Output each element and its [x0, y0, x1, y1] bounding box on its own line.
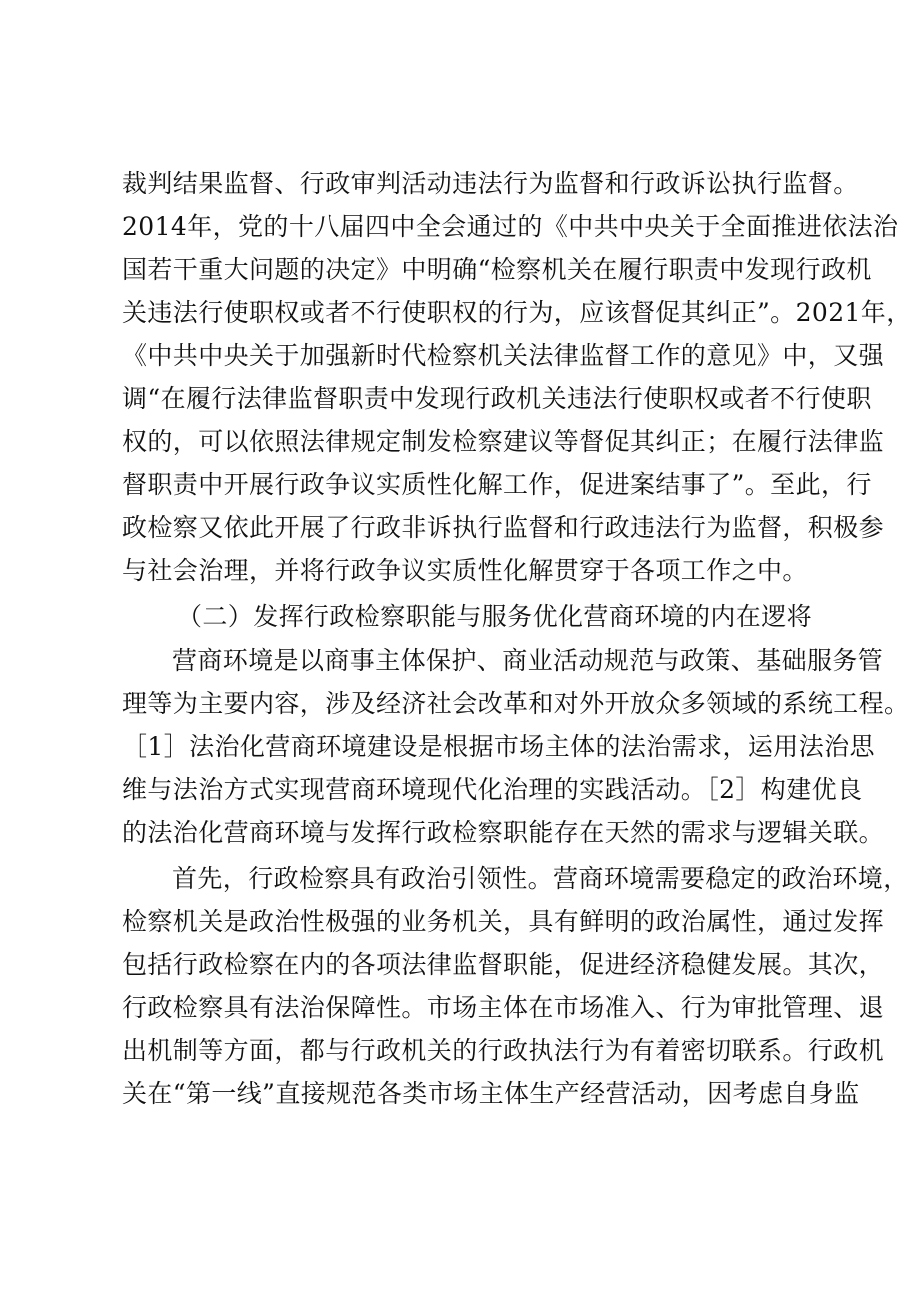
paragraph-3-line: 检察机关是政治性极强的业务机关，具有鲜明的政治属性，通过发挥 [122, 907, 885, 936]
paragraph-3-line: 包括行政检察在内的各项法律监督职能，促进经济稳健发展。其次， [122, 950, 885, 979]
paragraph-1-line: 《中共中央关于加强新时代检察机关法律监督工作的意见》中，又强 [122, 341, 885, 370]
paragraph-1-line: 督职责中开展行政争议实质性化解工作，促进案结事了”。至此，行 [122, 470, 872, 499]
paragraph-3-line: 出机制等方面，都与行政机关的行政执法行为有着密切联系。行政机 [122, 1036, 885, 1065]
paragraph-2-line: 营商环境是以商事主体保护、商业活动规范与政策、基础服务管 [172, 646, 884, 675]
section-heading: （二）发挥行政检察职能与服务优化营商环境的内在逻将 [177, 602, 813, 631]
paragraph-2-line: 的法治化营商环境与发挥行政检察职能存在天然的需求与逻辑关联。 [122, 818, 885, 847]
paragraph-1-line: 调“在履行法律监督职责中发现行政机关违法行使职权或者不行使职 [122, 384, 872, 413]
paragraph-3-line: 首先，行政检察具有政治引领性。营商环境需要稳定的政治环境， [172, 864, 909, 893]
paragraph-1-line: 裁判结果监督、行政审判活动违法行为监督和行政诉讼执行监督。 [122, 169, 859, 198]
paragraph-2-line: ［1］法治化营商环境建设是根据市场主体的法治需求，运用法治思 [122, 732, 875, 761]
paragraph-1-line: 权的，可以依照法律规定制发检察建议等督促其纠正；在履行法律监 [122, 427, 885, 456]
paragraph-1-line: 关违法行使职权或者不行使职权的行为，应该督促其纠正”。2021年， [122, 298, 912, 327]
paragraph-2-line: 理等为主要内容，涉及经济社会改革和对外开放众多领域的系统工程。 [122, 689, 910, 718]
paragraph-2-line: 维与法治方式实现营商环境现代化治理的实践活动。［2］构建优良 [122, 775, 863, 804]
paragraph-1-line: 2014年，党的十八届四中全会通过的《中共中央关于全面推进依法治 [122, 212, 899, 241]
paragraph-1-line: 与社会治理，并将行政争议实质性化解贯穿于各项工作之中。 [122, 556, 808, 585]
paragraph-3-line: 关在“第一线”直接规范各类市场主体生产经营活动，因考虑自身监 [122, 1079, 860, 1108]
paragraph-1-line: 政检察又依此开展了行政非诉执行监督和行政违法行为监督，积极参 [122, 513, 885, 542]
paragraph-1-line: 国若干重大问题的决定》中明确“检察机关在履行职责中发现行政机 [122, 255, 872, 284]
paragraph-3-line: 行政检察具有法治保障性。市场主体在市场准入、行为审批管理、退 [122, 993, 885, 1022]
